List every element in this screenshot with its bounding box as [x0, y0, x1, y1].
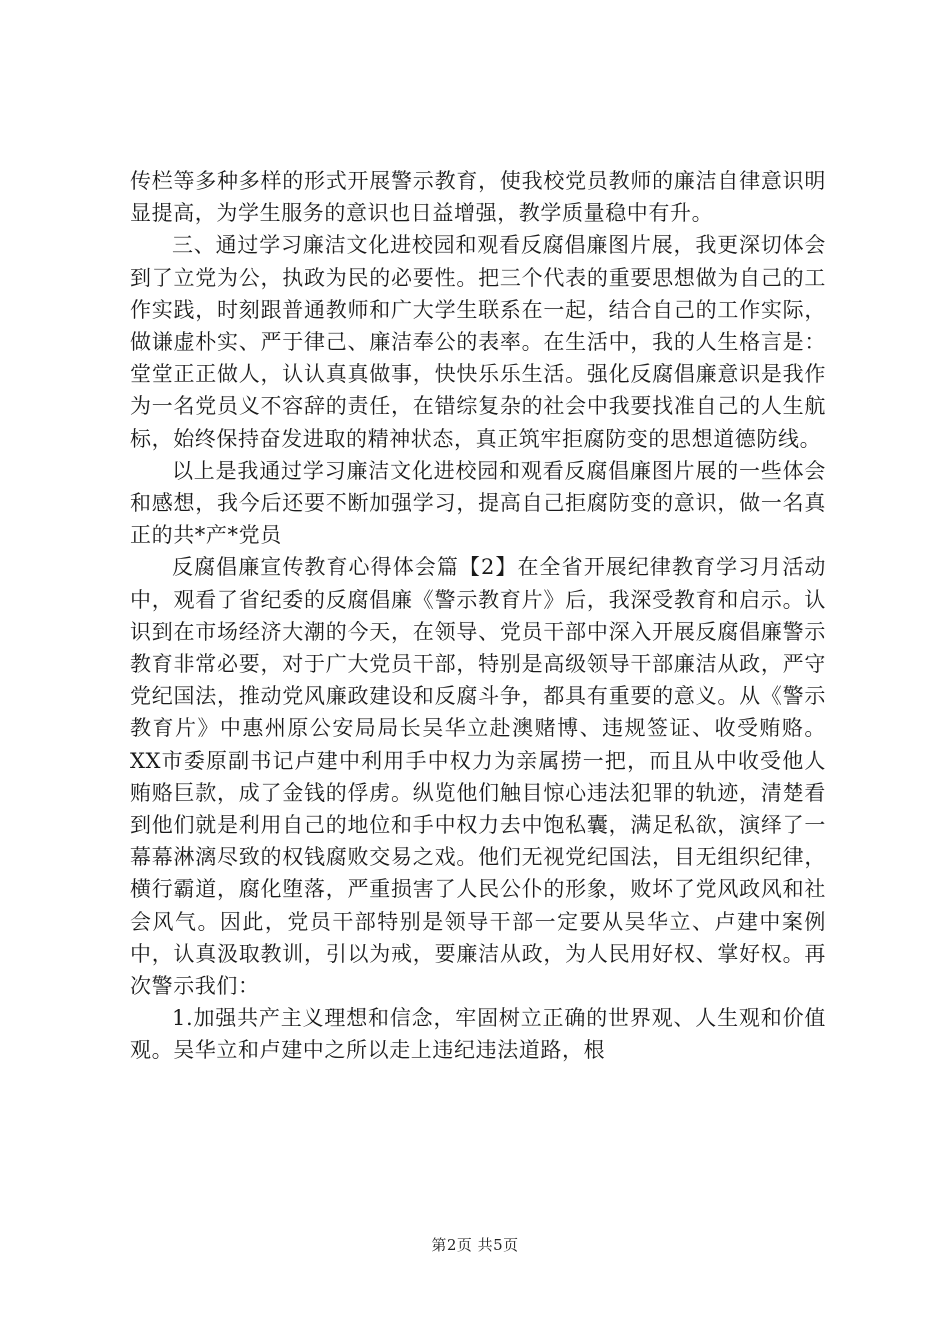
paragraph-continuation: 传栏等多种多样的形式开展警示教育，使我校党员教师的廉洁自律意识明显提高，为学生服务的意识也日益增强，教学质量稳中有升。 [130, 169, 826, 226]
document-body [130, 165, 826, 1067]
paragraph-summary: 以上是我通过学习廉洁文化进校园和观看反腐倡廉图片展的一些体会和感想，我今后还要不断加强学习，提高自己拒腐防变的意识，做一名真正的共*产*党员 [130, 458, 826, 548]
paragraph-article-two: 反腐倡廉宣传教育心得体会篇【2】在全省开展纪律教育学习月活动中，观看了省纪委的反腐倡廉《警示教育片》后，我深受教育和启示。认识到在市场经济大潮的今天，在领导、党员干部中深入开展反腐倡廉警示教育非常必要，对于广大党员干部，特别是高级领导干部廉洁从政，严守党纪国法，推动党风廉政建设和反腐斗争，都具有重要的意义。从《警示教育片》中惠州原公安局局长吴华立赴澳赌博、违规签证、收受贿赂。XX市委原副书记卢建中利用手中权力为亲属捞一把，而且从中收受他人贿赂巨款，成了金钱的俘虏。纵览他们触目惊心违法犯罪的轨迹，清楚看到他们就是利用自己的地位和手中权力去中饱私囊，满足私欲，演绎了一幕幕淋漓尽致的权钱腐败交易之戏。他们无视党纪国法，目无组织纪律，横行霸道，腐化堕落，严重损害了人民公仆的形象，败坏了党风政风和社会风气。因此，党员干部特别是领导干部一定要从吴华立、卢建中案例中，认真汲取教训，引以为戒，要廉洁从政，为人民用好权、掌好权。再次警示我们： [130, 555, 826, 999]
paragraph-section-three: 三、通过学习廉洁文化进校园和观看反腐倡廉图片展，我更深切体会到了立党为公，执政为民的必要性。把三个代表的重要思想做为自己的工作实践，时刻跟普通教师和广大学生联系在一起，结合自己的工作实际，做谦虚朴实、严于律己、廉洁奉公的表率。在生活中，我的人生格言是：堂堂正正做人，认认真真做事，快快乐乐生活。强化反腐倡廉意识是我作为一名党员义不容辞的责任，在错综复杂的社会中我要找准自己的人生航标，始终保持奋发进取的精神状态，真正筑牢拒腐防变的思想道德防线。 [130, 233, 826, 451]
paragraph-point-one: 1.加强共产主义理想和信念，牢固树立正确的世界观、人生观和价值观。吴华立和卢建中之所以走上违纪违法道路，根 [130, 1006, 826, 1063]
page-number: 第2页 共5页 [431, 1236, 519, 1254]
